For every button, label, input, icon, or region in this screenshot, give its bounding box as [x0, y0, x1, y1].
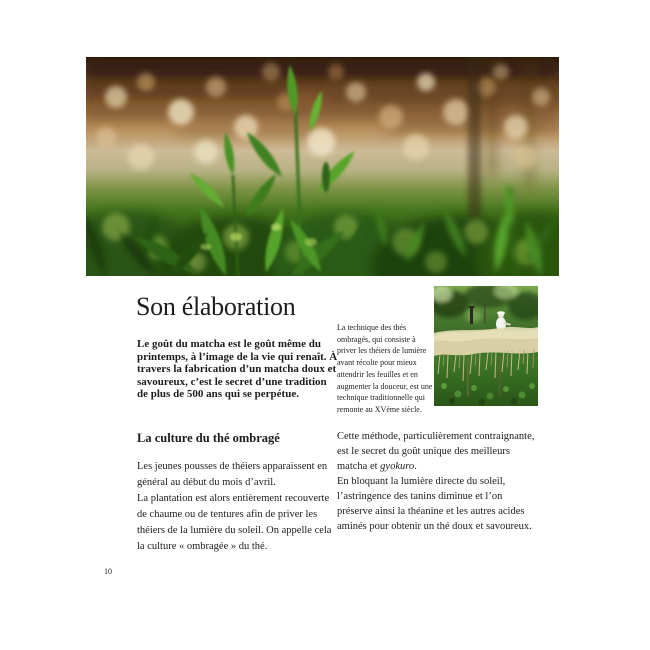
section-heading: La culture du thé ombragé — [137, 431, 280, 445]
gyokuro-italic: gyokuro — [380, 461, 415, 472]
left-paragraph-2: La plantation est alors entièrement recouverte de chaume ou de tentures afin de priver les théiers de la lumière du soleil. On appelle cela la culture « ombragée » du thé. — [137, 493, 332, 552]
left-paragraph-1: Les jeunes pousses de théiers apparaissent en général au début du mois d’avril. — [137, 461, 328, 488]
tea-shoots-photo-illustration — [86, 57, 559, 276]
right-paragraph-2: En bloquant la lumière directe du soleil, l’astringence des tanins diminue et l’on préserve ainsi la théanine et les autres acides aminés pour obtenir un thé doux et savoureux. — [337, 476, 532, 532]
left-column — [137, 459, 336, 555]
photo-caption: La technique des thés ombragés, qui consiste à priver les théiers de lumière avant récolte pour mieux attendrir les feuilles et en augmenter la douceur, est une technique traditionnelle qui remonte au XVème siècle. — [337, 323, 433, 414]
hero-photo — [86, 57, 559, 276]
thumbnail-photo — [434, 286, 538, 406]
right-paragraph-1 — [337, 429, 539, 474]
page-title: Son élaboration — [136, 292, 296, 321]
shaded-tea-field-photo-illustration — [434, 286, 538, 406]
page-number: 10 — [104, 567, 112, 576]
right-column — [337, 429, 539, 534]
right-paragraph-1-period: . — [414, 461, 417, 472]
right-paragraph-1-text: Cette méthode, particulièrement contraignante, est le secret du goût unique des meilleurs matcha et — [337, 431, 535, 472]
intro-paragraph: Le goût du matcha est le goût même du printemps, à l’image de la vie qui renaît. À travers la fabrication d’un matcha doux et savoureux, c’est le secret d’une tradition de plus de 500 ans qui se perpétue. — [137, 338, 338, 401]
